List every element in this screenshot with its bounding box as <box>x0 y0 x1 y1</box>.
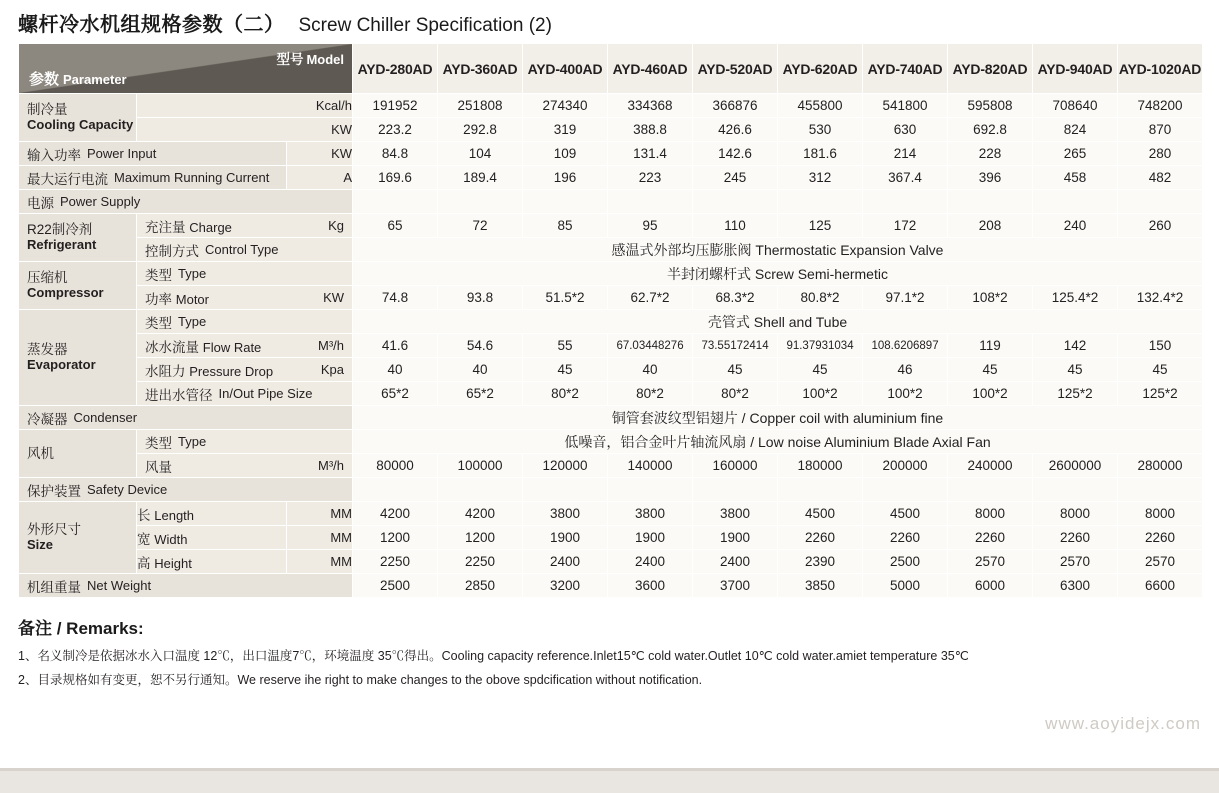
table-cell: 240000 <box>948 454 1033 478</box>
table-cell: 595808 <box>948 94 1033 118</box>
row-label-power-input <box>19 142 287 166</box>
table-cell-merged: 壳管式 Shell and Tube <box>353 310 1203 334</box>
row-label-en: Condenser <box>73 410 138 425</box>
row-label-en: Pressure Drop <box>189 363 274 379</box>
table-cell <box>863 190 948 214</box>
table-cell: 150 <box>1118 334 1203 358</box>
group-label-cn: 外形尺寸 <box>27 522 81 538</box>
model-column-header: AYD-820AD <box>948 44 1033 94</box>
table-cell: 692.8 <box>948 118 1033 142</box>
table-cell: 312 <box>778 166 863 190</box>
header-parameter-label <box>29 68 127 89</box>
row-unit: Kpa <box>320 362 345 377</box>
table-cell: 455800 <box>778 94 863 118</box>
table-cell: 367.4 <box>863 166 948 190</box>
row-label-en: Control Type <box>205 242 279 257</box>
row-unit: M³/h <box>318 338 345 353</box>
row-label-en: Charge <box>189 219 232 235</box>
table-cell: 2260 <box>1033 526 1118 550</box>
table-cell: 104 <box>438 142 523 166</box>
table-cell: 2600000 <box>1033 454 1118 478</box>
table-cell: 2570 <box>948 550 1033 574</box>
table-cell: 45 <box>1033 358 1118 382</box>
group-label-cn: 蒸发器 <box>27 342 68 358</box>
row-label-pipe-size <box>137 382 353 406</box>
table-cell: 708640 <box>1033 94 1118 118</box>
model-column-header: AYD-460AD <box>608 44 693 94</box>
row-label-flow-rate <box>137 334 353 358</box>
row-label-cn: 进出水管径 <box>145 387 213 403</box>
table-cell <box>523 190 608 214</box>
table-row <box>19 382 1203 406</box>
table-cell: 142.6 <box>693 142 778 166</box>
table-row <box>19 526 1203 550</box>
table-cell: 482 <box>1118 166 1203 190</box>
row-unit: MM <box>287 502 353 526</box>
table-cell: 95 <box>608 214 693 238</box>
table-cell: 85 <box>523 214 608 238</box>
group-label-en: Compressor <box>27 284 104 300</box>
table-row <box>19 430 1203 454</box>
table-cell: 91.37931034 <box>778 334 863 358</box>
table-cell: 93.8 <box>438 286 523 310</box>
table-cell: 214 <box>863 142 948 166</box>
table-cell: 181.6 <box>778 142 863 166</box>
table-cell: 45 <box>948 358 1033 382</box>
group-label-en: Cooling Capacity <box>27 116 134 132</box>
table-cell: 1200 <box>438 526 523 550</box>
table-cell: 2500 <box>863 550 948 574</box>
table-cell: 67.03448276 <box>608 334 693 358</box>
table-row <box>19 94 1203 118</box>
table-cell: 1900 <box>693 526 778 550</box>
remark-line: 2、目录规格如有变更，恕不另行通知。We reserve ihe right to make changes to the obove spdcification without notification. <box>18 672 703 687</box>
table-cell: 824 <box>1033 118 1118 142</box>
group-label-en: Evaporator <box>27 356 96 372</box>
table-cell: 251808 <box>438 94 523 118</box>
table-cell: 200000 <box>863 454 948 478</box>
header-model-cn: 型号 <box>276 52 304 67</box>
table-cell <box>608 190 693 214</box>
table-cell: 125.4*2 <box>1033 286 1118 310</box>
table-cell: 125*2 <box>1118 382 1203 406</box>
row-label-en: Safety Device <box>87 482 168 497</box>
model-column-header: AYD-940AD <box>1033 44 1118 94</box>
table-cell <box>778 190 863 214</box>
row-label-air-volume <box>137 454 353 478</box>
table-cell <box>693 190 778 214</box>
row-unit: A <box>287 166 353 190</box>
table-cell: 8000 <box>1033 502 1118 526</box>
table-cell <box>438 190 523 214</box>
table-cell <box>608 478 693 502</box>
table-cell <box>1118 190 1203 214</box>
table-cell: 2250 <box>353 550 438 574</box>
row-unit: MM <box>287 526 353 550</box>
table-cell: 530 <box>778 118 863 142</box>
table-cell-merged: 铜管套波纹型铝翅片 / Copper coil with aluminium fine <box>353 406 1203 430</box>
table-cell: 40 <box>608 358 693 382</box>
table-cell: 4500 <box>778 502 863 526</box>
table-cell: 2260 <box>1118 526 1203 550</box>
table-cell: 1900 <box>523 526 608 550</box>
row-label-cn: 风量 <box>145 459 172 475</box>
table-cell: 6300 <box>1033 574 1118 598</box>
table-cell: 4500 <box>863 502 948 526</box>
row-label-height <box>137 550 287 574</box>
row-unit: MM <box>287 550 353 574</box>
table-cell: 4200 <box>438 502 523 526</box>
table-cell-merged: 半封闭螺杆式 Screw Semi-hermetic <box>353 262 1203 286</box>
row-label-en: Power Input <box>87 146 157 161</box>
table-cell: 223.2 <box>353 118 438 142</box>
header-model-label <box>276 48 344 68</box>
table-row <box>19 406 1203 430</box>
table-cell: 3800 <box>693 502 778 526</box>
table-cell <box>948 190 1033 214</box>
row-label-compressor-motor <box>137 286 353 310</box>
page-title-en: Screw Chiller Specification (2) <box>298 15 552 36</box>
table-cell: 100*2 <box>948 382 1033 406</box>
table-cell: 6600 <box>1118 574 1203 598</box>
table-cell: 2850 <box>438 574 523 598</box>
table-cell: 274340 <box>523 94 608 118</box>
row-label-cn: 类型 <box>145 435 172 451</box>
table-cell: 80*2 <box>693 382 778 406</box>
table-cell-merged: 低噪音，铝合金叶片轴流风扇 / Low noise Aluminium Blade Axial Fan <box>353 430 1203 454</box>
table-row <box>19 454 1203 478</box>
row-label-net-weight <box>19 574 353 598</box>
table-cell: 334368 <box>608 94 693 118</box>
table-cell: 8000 <box>1118 502 1203 526</box>
row-label-en: Motor <box>175 291 209 307</box>
row-unit: Kg <box>328 218 345 233</box>
table-cell: 260 <box>1118 214 1203 238</box>
table-cell <box>863 478 948 502</box>
table-cell: 319 <box>523 118 608 142</box>
table-cell <box>1033 190 1118 214</box>
row-label-evaporator-type <box>137 310 353 334</box>
table-cell: 119 <box>948 334 1033 358</box>
table-row <box>19 334 1203 358</box>
row-label-cn: 长 <box>137 507 151 523</box>
row-label-cn: 冰水流量 <box>145 339 199 355</box>
remarks-section <box>18 614 1219 690</box>
row-label-cn: 水阻力 <box>145 363 186 379</box>
table-cell: 160000 <box>693 454 778 478</box>
table-row <box>19 238 1203 262</box>
table-row <box>19 118 1203 142</box>
row-label-cn: 冷凝器 <box>27 411 68 427</box>
group-label-cn: 风机 <box>27 445 54 461</box>
table-cell: 3850 <box>778 574 863 598</box>
table-cell: 228 <box>948 142 1033 166</box>
table-cell: 388.8 <box>608 118 693 142</box>
row-label-en: Type <box>178 314 207 329</box>
table-cell: 41.6 <box>353 334 438 358</box>
table-cell: 80.8*2 <box>778 286 863 310</box>
table-cell: 68.3*2 <box>693 286 778 310</box>
table-cell: 2260 <box>948 526 1033 550</box>
table-cell: 3800 <box>523 502 608 526</box>
table-cell: 1900 <box>608 526 693 550</box>
table-cell: 208 <box>948 214 1033 238</box>
table-cell: 125*2 <box>1033 382 1118 406</box>
row-label-cn: 机组重量 <box>27 579 81 595</box>
page-title <box>0 0 1219 43</box>
table-row <box>19 310 1203 334</box>
table-row <box>19 166 1203 190</box>
table-cell: 292.8 <box>438 118 523 142</box>
table-cell: 3600 <box>608 574 693 598</box>
row-label-cn: 类型 <box>145 267 172 283</box>
table-cell: 3800 <box>608 502 693 526</box>
table-cell: 196 <box>523 166 608 190</box>
table-cell: 169.6 <box>353 166 438 190</box>
table-cell: 45 <box>778 358 863 382</box>
table-cell: 65*2 <box>353 382 438 406</box>
row-label-en: Maximum Running Current <box>114 170 270 185</box>
page-title-cn: 螺杆冷水机组规格参数（二） <box>18 14 285 36</box>
row-unit: KW <box>287 142 353 166</box>
row-label-cn: 保护装置 <box>27 483 81 499</box>
row-label-en: Width <box>154 531 188 547</box>
row-unit: M³/h <box>318 458 345 473</box>
row-unit: KW <box>323 290 345 305</box>
table-cell: 458 <box>1033 166 1118 190</box>
table-cell: 80*2 <box>523 382 608 406</box>
table-cell: 142 <box>1033 334 1118 358</box>
table-cell: 131.4 <box>608 142 693 166</box>
table-cell: 2390 <box>778 550 863 574</box>
table-row <box>19 142 1203 166</box>
table-cell: 40 <box>353 358 438 382</box>
table-cell: 73.55172414 <box>693 334 778 358</box>
table-cell: 110 <box>693 214 778 238</box>
table-cell <box>1118 478 1203 502</box>
row-group-label-cooling-capacity <box>19 94 137 142</box>
table-cell: 108.6206897 <box>863 334 948 358</box>
table-cell: 2570 <box>1033 550 1118 574</box>
row-label-charge <box>137 214 353 238</box>
row-label-max-running-current <box>19 166 287 190</box>
model-column-header: AYD-400AD <box>523 44 608 94</box>
table-cell: 2260 <box>778 526 863 550</box>
table-cell: 245 <box>693 166 778 190</box>
table-cell-merged: 感温式外部均压膨胀阀 Thermostatic Expansion Valve <box>353 238 1203 262</box>
table-row <box>19 190 1203 214</box>
table-cell: 45 <box>523 358 608 382</box>
model-column-header: AYD-280AD <box>353 44 438 94</box>
table-cell: 65*2 <box>438 382 523 406</box>
table-cell: 108*2 <box>948 286 1033 310</box>
table-row <box>19 478 1203 502</box>
table-cell <box>948 478 1033 502</box>
group-label-en: Refrigerant <box>27 236 97 252</box>
model-column-header: AYD-520AD <box>693 44 778 94</box>
row-label-pressure-drop <box>137 358 353 382</box>
group-label-cn: 压缩机 <box>27 270 68 286</box>
table-cell: 132.4*2 <box>1118 286 1203 310</box>
model-column-header: AYD-620AD <box>778 44 863 94</box>
row-label-en: Type <box>178 266 207 281</box>
group-label-cn: 制冷量 <box>27 102 68 118</box>
model-column-header: AYD-360AD <box>438 44 523 94</box>
table-cell: 191952 <box>353 94 438 118</box>
table-cell: 396 <box>948 166 1033 190</box>
table-row <box>19 358 1203 382</box>
table-row <box>19 502 1203 526</box>
table-cell: 180000 <box>778 454 863 478</box>
group-label-en: Size <box>27 536 54 552</box>
row-label-cn: 功率 <box>145 291 172 307</box>
table-cell: 80000 <box>353 454 438 478</box>
table-cell: 5000 <box>863 574 948 598</box>
row-unit: KW <box>137 118 353 142</box>
footer-bar <box>0 768 1219 793</box>
table-cell: 223 <box>608 166 693 190</box>
group-label-cn: R22制冷剂 <box>27 222 93 238</box>
table-cell: 72 <box>438 214 523 238</box>
row-group-label-refrigerant <box>19 214 137 262</box>
table-cell: 2570 <box>1118 550 1203 574</box>
remarks-title: 备注 / Remarks: <box>18 619 144 638</box>
row-label-cn: 充注量 <box>145 219 186 235</box>
header-model-en: Model <box>306 52 345 67</box>
table-cell: 40 <box>438 358 523 382</box>
table-cell: 172 <box>863 214 948 238</box>
table-cell: 45 <box>693 358 778 382</box>
table-cell <box>353 190 438 214</box>
table-cell: 2400 <box>693 550 778 574</box>
row-label-cn: 最大运行电流 <box>27 171 108 187</box>
header-parameter-cn: 参数 <box>29 71 60 88</box>
table-cell: 100*2 <box>778 382 863 406</box>
row-label-length <box>137 502 287 526</box>
row-label-en: Type <box>178 434 207 449</box>
table-cell: 6000 <box>948 574 1033 598</box>
table-cell: 189.4 <box>438 166 523 190</box>
row-label-en: In/Out Pipe Size <box>218 386 313 401</box>
table-cell <box>1033 478 1118 502</box>
table-cell: 870 <box>1118 118 1203 142</box>
table-cell: 280 <box>1118 142 1203 166</box>
table-row <box>19 574 1203 598</box>
table-cell: 2400 <box>523 550 608 574</box>
table-header-row <box>19 44 1203 94</box>
table-cell: 4200 <box>353 502 438 526</box>
row-group-label-evaporator <box>19 310 137 406</box>
table-cell <box>438 478 523 502</box>
table-cell: 240 <box>1033 214 1118 238</box>
table-cell: 74.8 <box>353 286 438 310</box>
table-cell: 120000 <box>523 454 608 478</box>
table-cell: 265 <box>1033 142 1118 166</box>
table-cell: 45 <box>1118 358 1203 382</box>
table-cell: 140000 <box>608 454 693 478</box>
row-label-cn: 输入功率 <box>27 147 81 163</box>
table-cell: 1200 <box>353 526 438 550</box>
table-row <box>19 286 1203 310</box>
table-cell: 8000 <box>948 502 1033 526</box>
row-label-condenser <box>19 406 353 430</box>
table-cell: 3200 <box>523 574 608 598</box>
row-label-width <box>137 526 287 550</box>
table-row <box>19 262 1203 286</box>
table-cell <box>523 478 608 502</box>
row-label-compressor-type <box>137 262 353 286</box>
row-label-fan-type <box>137 430 353 454</box>
table-cell: 97.1*2 <box>863 286 948 310</box>
remark-line: 1、名义制冷是依据冰水入口温度 12℃，出口温度7℃，环境温度 35℃得出。Cooling capacity reference.Inlet15℃ cold water.Outlet 10℃ cold water.amiet temperature 35℃ <box>18 649 969 663</box>
row-label-en: Length <box>154 507 195 523</box>
table-cell: 2250 <box>438 550 523 574</box>
table-cell: 55 <box>523 334 608 358</box>
table-cell: 630 <box>863 118 948 142</box>
row-label-cn: 控制方式 <box>145 243 199 259</box>
row-label-en: Net Weight <box>87 578 152 593</box>
row-label-power-supply <box>19 190 353 214</box>
row-group-label-size <box>19 502 137 574</box>
table-cell: 2400 <box>608 550 693 574</box>
table-cell: 65 <box>353 214 438 238</box>
row-unit: Kcal/h <box>137 94 353 118</box>
row-group-label-fan <box>19 430 137 478</box>
table-cell: 125 <box>778 214 863 238</box>
table-row <box>19 550 1203 574</box>
model-column-header: AYD-740AD <box>863 44 948 94</box>
header-parameter-en: Parameter <box>63 72 127 87</box>
row-label-cn: 类型 <box>145 315 172 331</box>
table-cell: 2260 <box>863 526 948 550</box>
table-cell: 2500 <box>353 574 438 598</box>
table-cell: 62.7*2 <box>608 286 693 310</box>
row-label-cn: 电源 <box>27 195 54 211</box>
row-label-cn: 高 <box>137 555 151 571</box>
table-cell: 541800 <box>863 94 948 118</box>
table-cell: 46 <box>863 358 948 382</box>
table-cell: 51.5*2 <box>523 286 608 310</box>
table-cell: 80*2 <box>608 382 693 406</box>
table-cell: 366876 <box>693 94 778 118</box>
table-cell: 280000 <box>1118 454 1203 478</box>
table-cell: 100*2 <box>863 382 948 406</box>
website-watermark: www.aoyidejx.com <box>1045 714 1201 733</box>
table-cell: 109 <box>523 142 608 166</box>
row-label-control-type <box>137 238 353 262</box>
table-cell <box>693 478 778 502</box>
row-label-en: Power Supply <box>60 194 141 209</box>
table-row <box>19 214 1203 238</box>
table-cell: 84.8 <box>353 142 438 166</box>
table-cell: 100000 <box>438 454 523 478</box>
table-cell: 54.6 <box>438 334 523 358</box>
row-label-en: Flow Rate <box>202 339 262 355</box>
table-cell <box>778 478 863 502</box>
table-cell: 426.6 <box>693 118 778 142</box>
row-label-cn: 宽 <box>137 531 151 547</box>
row-label-safety-device <box>19 478 353 502</box>
row-group-label-compressor <box>19 262 137 310</box>
model-column-header: AYD-1020AD <box>1118 44 1203 94</box>
table-cell: 3700 <box>693 574 778 598</box>
row-label-en: Height <box>154 555 192 571</box>
table-cell: 748200 <box>1118 94 1203 118</box>
specification-table <box>18 43 1203 598</box>
header-parameter-model-cell <box>19 44 353 94</box>
table-cell <box>353 478 438 502</box>
